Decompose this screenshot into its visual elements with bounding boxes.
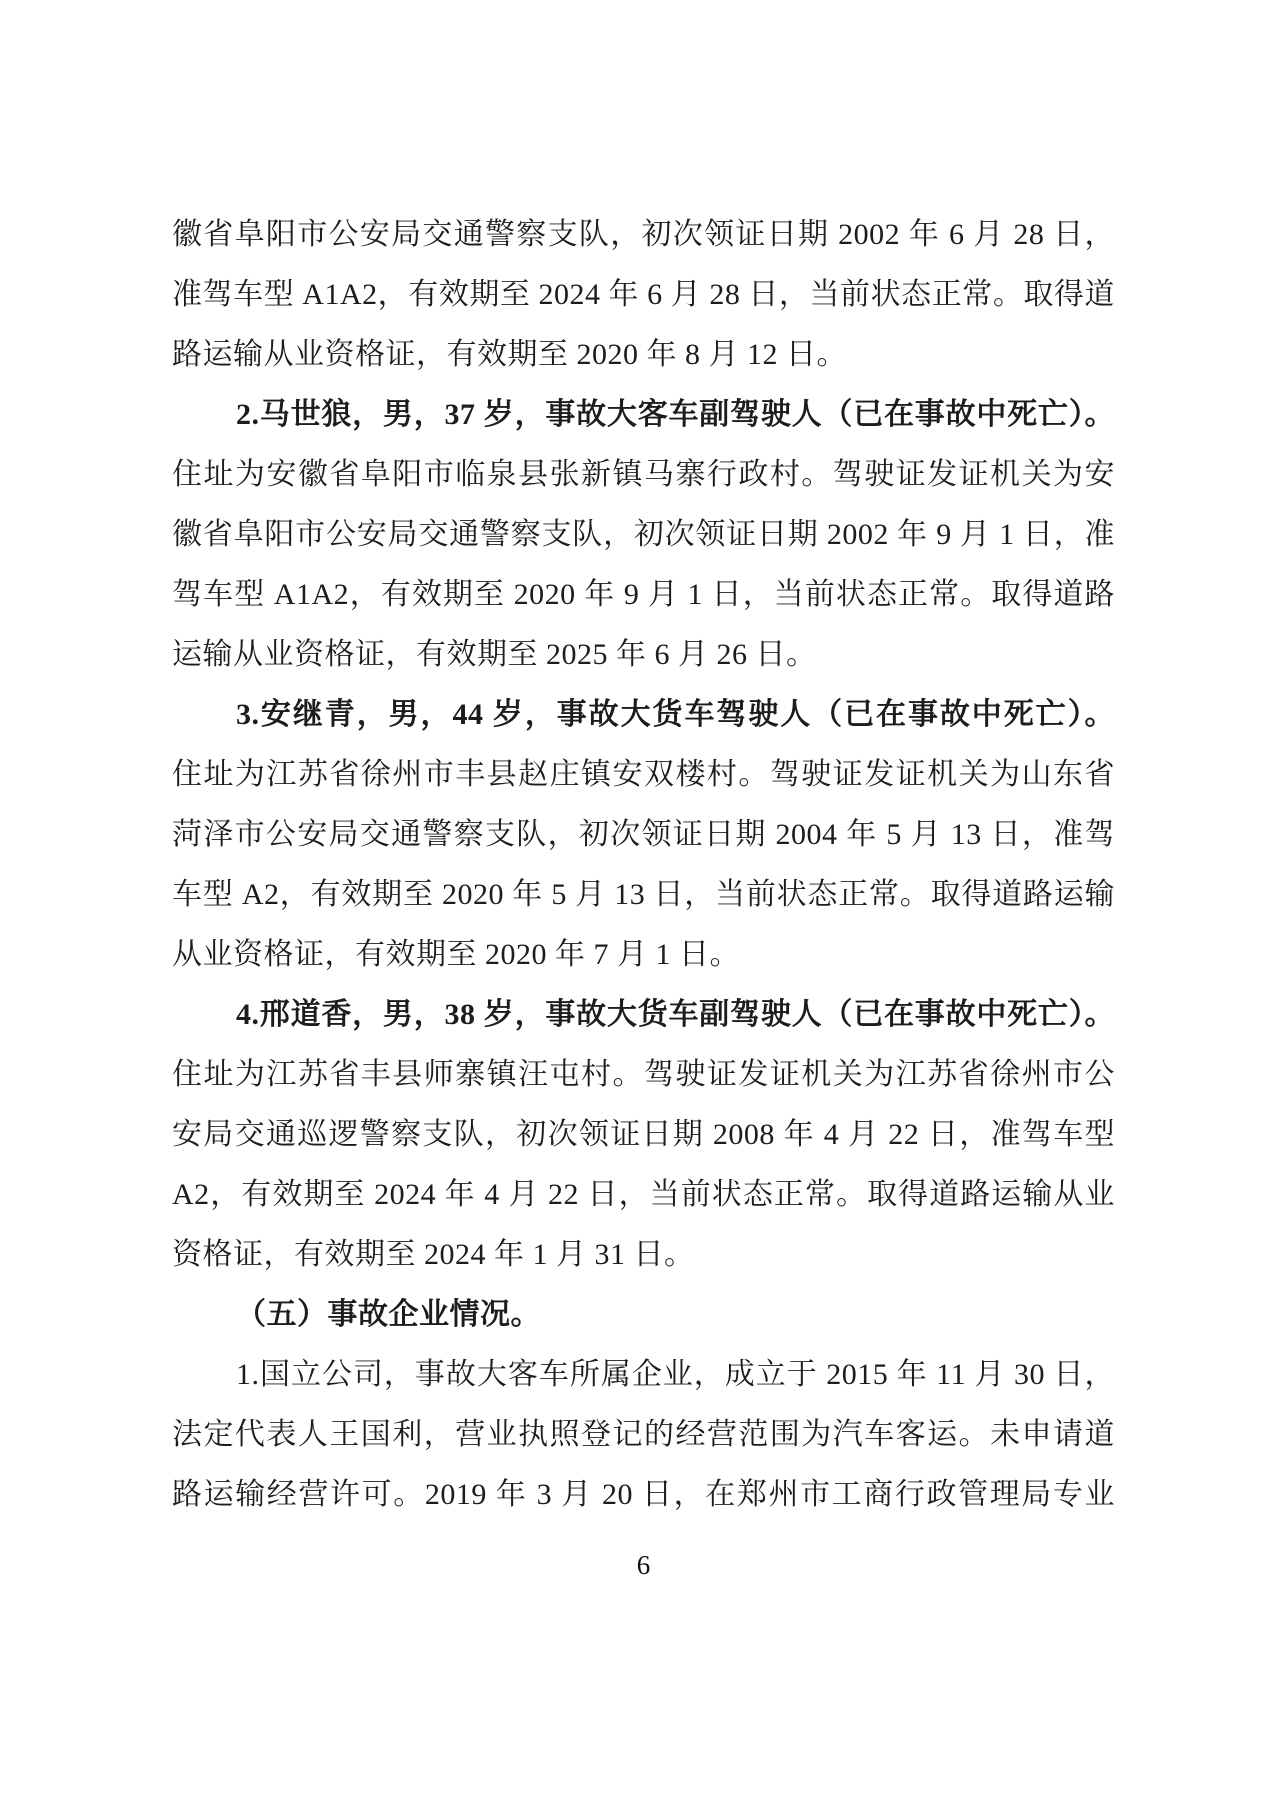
body-text-line: 路运输经营许可。2019 年 3 月 20 日，在郑州市工商行政管理局专业 bbox=[172, 1478, 1115, 1511]
body-text-line: 住址为安徽省阜阳市临泉县张新镇马寨行政村。驾驶证发证机关为安 bbox=[172, 458, 1115, 491]
body-text-line: 车型 A2，有效期至 2020 年 5 月 13 日，当前状态正常。取得道路运输 bbox=[172, 878, 1115, 911]
body-text-line: 住址为江苏省丰县师寨镇汪屯村。驾驶证发证机关为江苏省徐州市公 bbox=[172, 1058, 1115, 1091]
body-text-line: 准驾车型 A1A2，有效期至 2024 年 6 月 28 日，当前状态正常。取得道 bbox=[172, 278, 1115, 311]
body-text-line: 资格证，有效期至 2024 年 1 月 31 日。 bbox=[172, 1238, 695, 1271]
body-text-line: 菏泽市公安局交通警察支队，初次领证日期 2004 年 5 月 13 日，准驾 bbox=[172, 818, 1115, 851]
body-text-line: 运输从业资格证，有效期至 2025 年 6 月 26 日。 bbox=[172, 638, 817, 671]
body-text-line: 驾车型 A1A2，有效期至 2020 年 9 月 1 日，当前状态正常。取得道路 bbox=[172, 578, 1115, 611]
section-heading-line: （五）事故企业情况。 bbox=[236, 1298, 541, 1331]
person-entry-line: 4.邢道香，男，38 岁，事故大货车副驾驶人（已在事故中死亡）。 bbox=[236, 998, 1115, 1031]
body-text-line: 徽省阜阳市公安局交通警察支队，初次领证日期 2002 年 6 月 28 日， bbox=[172, 218, 1115, 251]
page-number: 6 bbox=[636, 1550, 651, 1580]
body-text-line: 法定代表人王国利，营业执照登记的经营范围为汽车客运。未申请道 bbox=[172, 1418, 1115, 1451]
company-entry-line: 1.国立公司，事故大客车所属企业，成立于 2015 年 11 月 30 日， bbox=[236, 1358, 1115, 1391]
body-text-line: 路运输从业资格证，有效期至 2020 年 8 月 12 日。 bbox=[172, 338, 847, 371]
body-text-line: A2，有效期至 2024 年 4 月 22 日，当前状态正常。取得道路运输从业 bbox=[172, 1178, 1115, 1211]
body-text-line: 安局交通巡逻警察支队，初次领证日期 2008 年 4 月 22 日，准驾车型 bbox=[172, 1118, 1115, 1151]
body-text-line: 从业资格证，有效期至 2020 年 7 月 1 日。 bbox=[172, 938, 740, 971]
text-block bbox=[172, 205, 1115, 1525]
body-text-line: 住址为江苏省徐州市丰县赵庄镇安双楼村。驾驶证发证机关为山东省 bbox=[172, 758, 1115, 791]
person-entry-line: 3.安继青，男，44 岁，事故大货车驾驶人（已在事故中死亡）。 bbox=[236, 698, 1115, 731]
body-text-line: 徽省阜阳市公安局交通警察支队，初次领证日期 2002 年 9 月 1 日，准 bbox=[172, 518, 1115, 551]
person-entry-line: 2.马世狼，男，37 岁，事故大客车副驾驶人（已在事故中死亡）。 bbox=[236, 398, 1115, 431]
